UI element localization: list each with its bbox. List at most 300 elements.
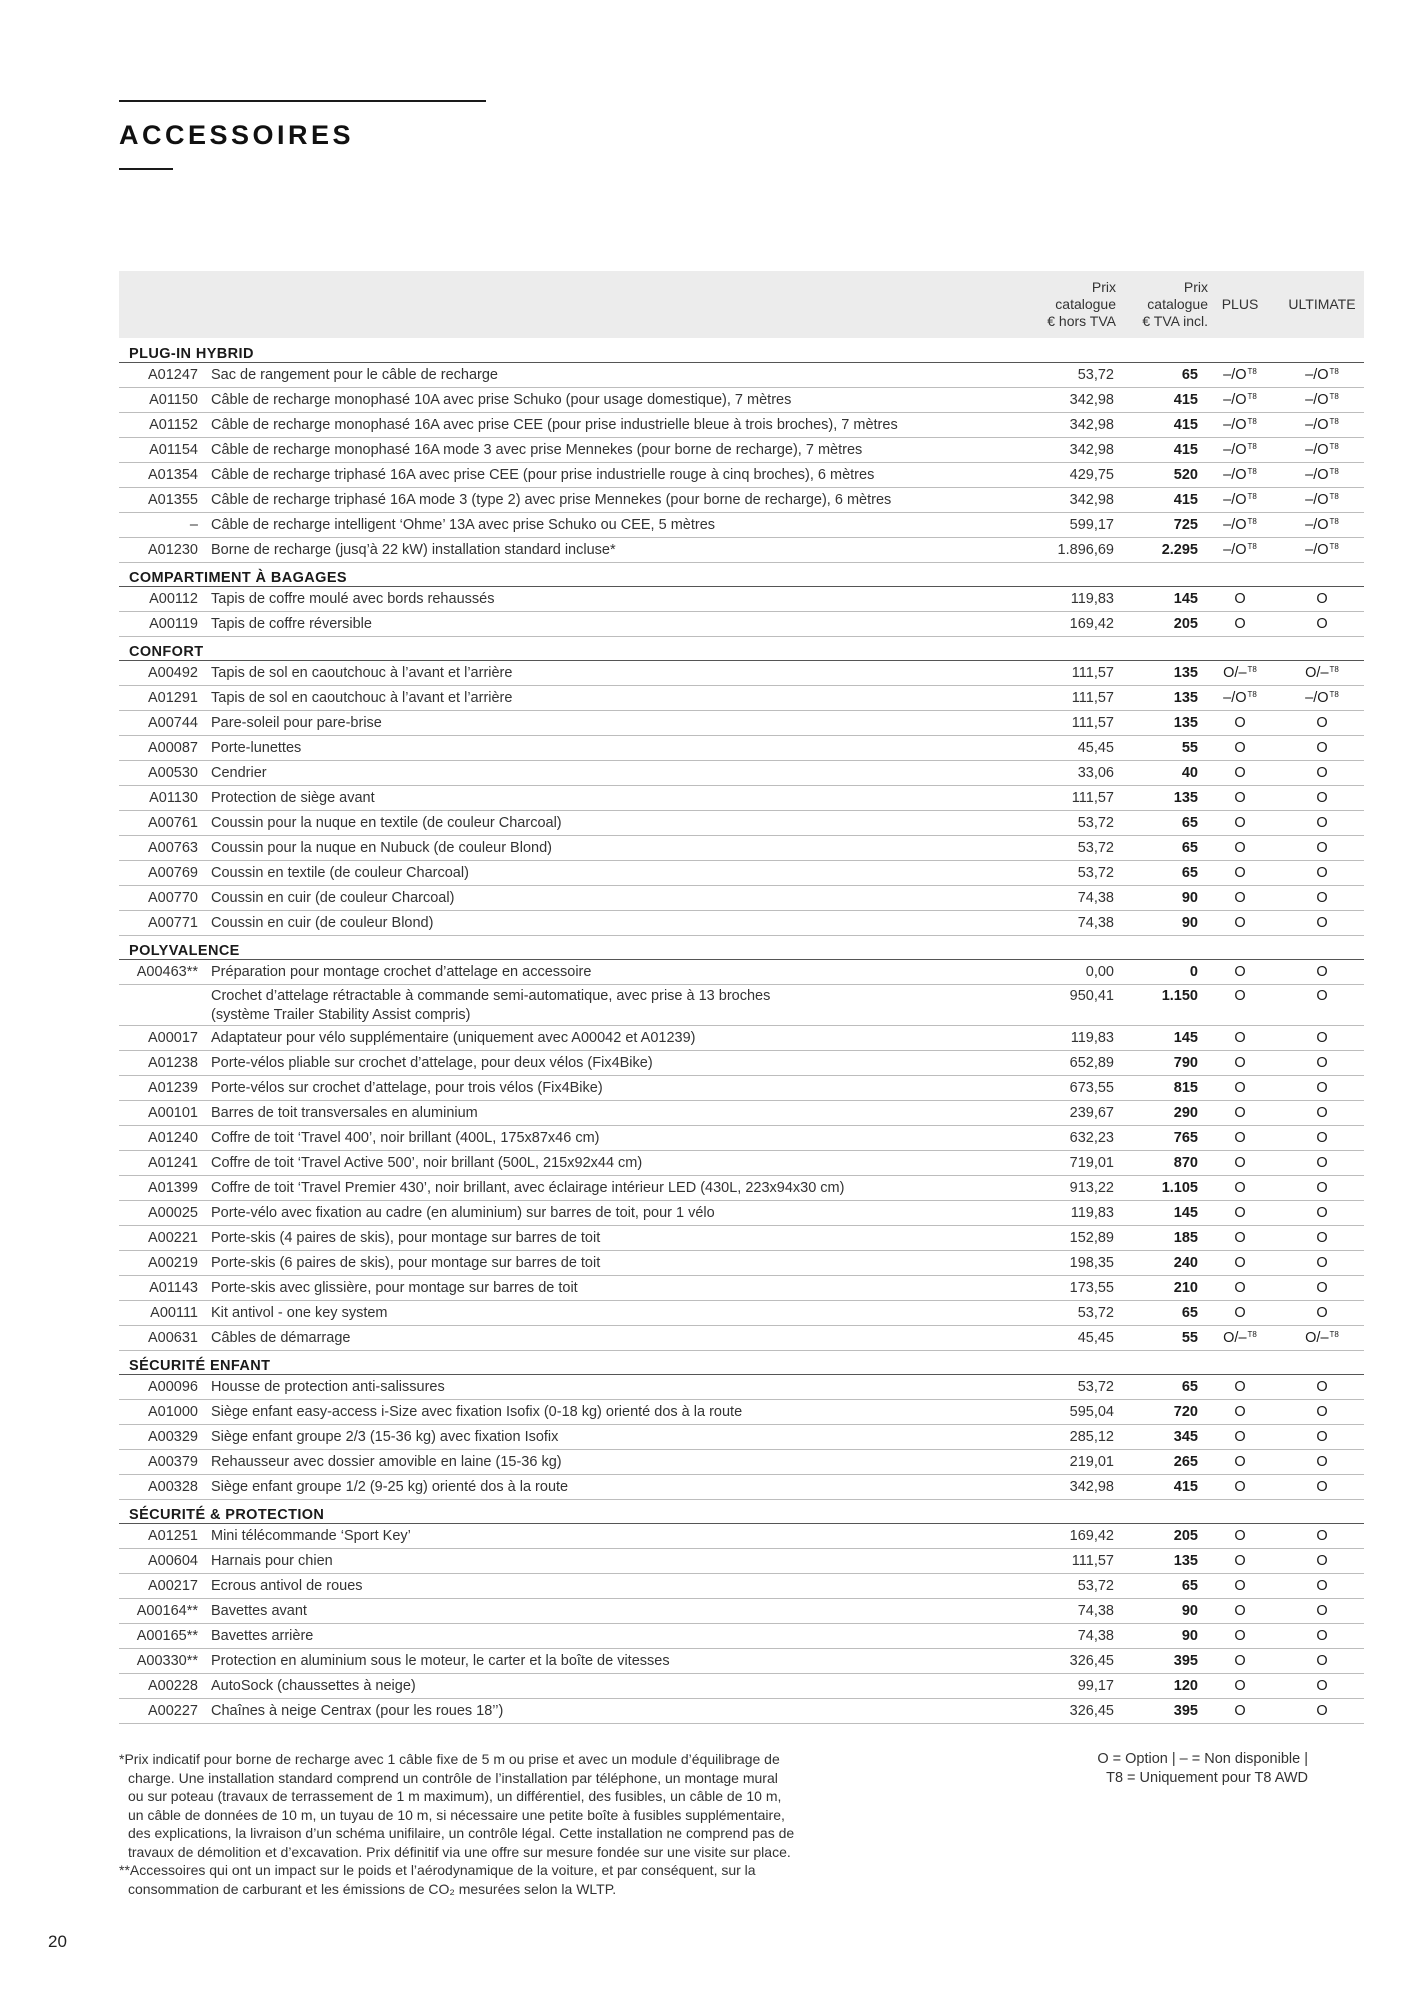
availability-note: T8 [1247, 416, 1257, 426]
availability-value: O [1316, 1204, 1328, 1221]
price-excl-vat: 169,42 [1039, 611, 1124, 636]
price-excl-vat: 53,72 [1039, 835, 1124, 860]
availability-value: O [1316, 1702, 1328, 1719]
availability-value: O [1316, 1304, 1328, 1321]
item-code: A00017 [119, 1025, 209, 1050]
item-description-line: Bavettes arrière [211, 1627, 314, 1644]
accessories-table [119, 271, 1364, 1724]
availability-plus [1212, 1399, 1268, 1424]
availability-value: O [1316, 1229, 1328, 1246]
item-description [209, 1648, 1039, 1673]
item-code: A01230 [119, 537, 209, 562]
item-description [209, 412, 1039, 437]
item-code: A00112 [119, 586, 209, 611]
availability-value: O [1316, 789, 1328, 806]
availability-ultimate [1268, 1399, 1364, 1424]
item-description-line: Siège enfant easy-access i-Size avec fixation Isofix (0-18 kg) orienté dos à la route [211, 1403, 743, 1420]
item-description [209, 487, 1039, 512]
section-title: COMPARTIMENT À BAGAGES [119, 562, 1364, 586]
item-description [209, 710, 1039, 735]
item-description-line: Rehausseur avec dossier amovible en laine (15-36 kg) [211, 1453, 562, 1470]
table-row [119, 1673, 1364, 1698]
availability-ultimate [1268, 412, 1364, 437]
price-incl-vat: 720 [1124, 1399, 1212, 1424]
price-excl-vat: 1.896,69 [1039, 537, 1124, 562]
item-description-line: Préparation pour montage crochet d’attelage en accessoire [211, 963, 592, 980]
item-code: A00219 [119, 1250, 209, 1275]
table-row [119, 1125, 1364, 1150]
item-description [209, 1075, 1039, 1100]
table-row [119, 735, 1364, 760]
item-description-line: Ecrous antivol de roues [211, 1577, 363, 1594]
price-incl-vat: 395 [1124, 1648, 1212, 1673]
availability-value: O [1316, 714, 1328, 731]
table-row [119, 1424, 1364, 1449]
price-excl-vat: 342,98 [1039, 387, 1124, 412]
item-code: A01130 [119, 785, 209, 810]
availability-value: O [1234, 764, 1246, 781]
price-incl-vat: 65 [1124, 1300, 1212, 1325]
table-row [119, 611, 1364, 636]
availability-plus [1212, 1673, 1268, 1698]
availability-value: O [1234, 1029, 1246, 1046]
table-row [119, 1325, 1364, 1350]
availability-plus [1212, 1150, 1268, 1175]
table-row [119, 785, 1364, 810]
item-description [209, 1698, 1039, 1723]
item-description-line: Bavettes avant [211, 1602, 307, 1619]
item-description-line: Protection de siège avant [211, 789, 375, 806]
availability-value: O [1316, 1179, 1328, 1196]
availability-plus [1212, 735, 1268, 760]
header-plus: PLUS [1221, 296, 1259, 312]
availability-value: –/O [1223, 416, 1247, 433]
item-description [209, 362, 1039, 387]
item-description-line: Sac de rangement pour le câble de recharge [211, 366, 498, 383]
availability-note: T8 [1247, 664, 1257, 674]
availability-ultimate [1268, 437, 1364, 462]
price-incl-vat: 65 [1124, 810, 1212, 835]
item-description [209, 1150, 1039, 1175]
item-description [209, 685, 1039, 710]
price-excl-vat: 53,72 [1039, 860, 1124, 885]
price-excl-vat: 74,38 [1039, 1598, 1124, 1623]
availability-plus [1212, 412, 1268, 437]
item-code: A01000 [119, 1399, 209, 1424]
availability-ultimate [1268, 1673, 1364, 1698]
item-code: A00087 [119, 735, 209, 760]
availability-note: T8 [1247, 391, 1257, 401]
item-description-line: Mini télécommande ‘Sport Key’ [211, 1527, 411, 1544]
availability-plus [1212, 785, 1268, 810]
price-incl-vat: 145 [1124, 1200, 1212, 1225]
availability-value: O [1234, 1403, 1246, 1420]
availability-value: O [1234, 714, 1246, 731]
price-incl-vat: 210 [1124, 1275, 1212, 1300]
item-description-line: Tapis de coffre réversible [211, 615, 372, 632]
availability-value: O [1316, 1527, 1328, 1544]
availability-plus [1212, 885, 1268, 910]
item-code: A00330** [119, 1648, 209, 1673]
item-code: A00111 [119, 1300, 209, 1325]
section-header [119, 338, 1364, 362]
availability-ultimate [1268, 1075, 1364, 1100]
availability-ultimate [1268, 387, 1364, 412]
availability-value: O [1316, 1552, 1328, 1569]
price-incl-vat: 135 [1124, 1548, 1212, 1573]
availability-note: T8 [1247, 441, 1257, 451]
item-code: A00763 [119, 835, 209, 860]
item-description [209, 1050, 1039, 1075]
price-excl-vat: 53,72 [1039, 1300, 1124, 1325]
availability-value: O [1316, 1104, 1328, 1121]
availability-value: –/O [1223, 366, 1247, 383]
price-incl-vat: 205 [1124, 1523, 1212, 1548]
price-excl-vat: 632,23 [1039, 1125, 1124, 1150]
price-incl-vat: 55 [1124, 1325, 1212, 1350]
item-code: A00221 [119, 1225, 209, 1250]
availability-value: O [1316, 1627, 1328, 1644]
availability-value: O [1234, 1054, 1246, 1071]
item-description [209, 1673, 1039, 1698]
availability-note: T8 [1247, 516, 1257, 526]
availability-value: O [1234, 1154, 1246, 1171]
price-incl-vat: 790 [1124, 1050, 1212, 1075]
availability-value: O [1234, 1179, 1246, 1196]
price-incl-vat: 145 [1124, 1025, 1212, 1050]
price-excl-vat: 152,89 [1039, 1225, 1124, 1250]
availability-value: O [1316, 1403, 1328, 1420]
availability-value: –/O [1223, 516, 1247, 533]
section-header [119, 935, 1364, 959]
header-price-incl-vat-line2: € TVA incl. [1142, 313, 1208, 329]
table-row [119, 412, 1364, 437]
item-code: – [119, 512, 209, 537]
availability-value: O [1316, 1677, 1328, 1694]
availability-value: –/O [1305, 366, 1329, 383]
availability-value: O/– [1305, 1329, 1329, 1346]
item-code: A01240 [119, 1125, 209, 1150]
availability-note: T8 [1247, 541, 1257, 551]
footnote-line: ou sur poteau (travaux de terrassement de 1 m maximum), un différentiel, des fusibles, un câble de 10 m, [128, 1788, 782, 1804]
table-row [119, 1548, 1364, 1573]
availability-value: O [1316, 1154, 1328, 1171]
page-title: ACCESSOIRES [119, 120, 355, 150]
price-incl-vat: 65 [1124, 362, 1212, 387]
availability-value: O [1234, 814, 1246, 831]
price-excl-vat: 74,38 [1039, 1623, 1124, 1648]
item-description [209, 387, 1039, 412]
availability-value: O [1316, 1279, 1328, 1296]
item-description-line: Câble de recharge monophasé 10A avec prise Schuko (pour usage domestique), 7 mètres [211, 391, 792, 408]
item-code: A00769 [119, 860, 209, 885]
footnote-line: des explications, la livraison d’un schéma unifilaire, un contrôle légal. Cette installation ne comprend pas de [128, 1825, 795, 1841]
availability-value: O [1234, 1453, 1246, 1470]
availability-plus [1212, 1648, 1268, 1673]
table-row [119, 959, 1364, 984]
item-code: A01247 [119, 362, 209, 387]
price-excl-vat: 198,35 [1039, 1250, 1124, 1275]
table-row [119, 1200, 1364, 1225]
table-row [119, 1175, 1364, 1200]
availability-plus [1212, 1374, 1268, 1399]
item-description [209, 537, 1039, 562]
table-row [119, 984, 1364, 1025]
item-code: A01399 [119, 1175, 209, 1200]
price-excl-vat: 99,17 [1039, 1673, 1124, 1698]
price-incl-vat: 145 [1124, 586, 1212, 611]
item-description-line: Câble de recharge triphasé 16A mode 3 (type 2) avec prise Mennekes (pour borne de recharge), 6 mètres [211, 491, 892, 508]
price-excl-vat: 599,17 [1039, 512, 1124, 537]
table-row [119, 362, 1364, 387]
availability-note: T8 [1329, 366, 1339, 376]
price-incl-vat: 1.105 [1124, 1175, 1212, 1200]
item-code: A01150 [119, 387, 209, 412]
item-code: A00379 [119, 1449, 209, 1474]
item-description [209, 611, 1039, 636]
availability-value: O [1234, 739, 1246, 756]
price-excl-vat: 111,57 [1039, 660, 1124, 685]
availability-value: O [1234, 615, 1246, 632]
item-description-line: Protection en aluminium sous le moteur, le carter et la boîte de vitesses [211, 1652, 670, 1669]
price-excl-vat: 111,57 [1039, 710, 1124, 735]
availability-value: O [1234, 789, 1246, 806]
availability-plus [1212, 984, 1268, 1025]
item-code: A01241 [119, 1150, 209, 1175]
availability-plus [1212, 1050, 1268, 1075]
availability-value: O [1316, 1054, 1328, 1071]
availability-ultimate [1268, 1474, 1364, 1499]
table-row [119, 760, 1364, 785]
price-excl-vat: 652,89 [1039, 1050, 1124, 1075]
item-description [209, 1573, 1039, 1598]
price-excl-vat: 219,01 [1039, 1449, 1124, 1474]
table-row [119, 1300, 1364, 1325]
price-excl-vat: 119,83 [1039, 1200, 1124, 1225]
availability-value: O [1316, 914, 1328, 931]
table-row [119, 1100, 1364, 1125]
availability-value: O [1234, 1079, 1246, 1096]
availability-value: O [1316, 615, 1328, 632]
item-code: A00228 [119, 1673, 209, 1698]
title-underline [119, 168, 173, 170]
availability-note: T8 [1329, 416, 1339, 426]
price-incl-vat: 120 [1124, 1673, 1212, 1698]
table-row [119, 1648, 1364, 1673]
item-description [209, 760, 1039, 785]
availability-value: O [1234, 1104, 1246, 1121]
availability-value: O [1234, 1527, 1246, 1544]
table-row [119, 885, 1364, 910]
section-header [119, 1499, 1364, 1523]
availability-plus [1212, 685, 1268, 710]
item-description-line: Câbles de démarrage [211, 1329, 351, 1346]
item-description-line: Barres de toit transversales en aluminium [211, 1104, 478, 1121]
availability-ultimate [1268, 1523, 1364, 1548]
availability-value: –/O [1223, 441, 1247, 458]
availability-value: O [1316, 1029, 1328, 1046]
availability-ultimate [1268, 1100, 1364, 1125]
availability-plus [1212, 860, 1268, 885]
item-code: A00025 [119, 1200, 209, 1225]
availability-value: O [1234, 1577, 1246, 1594]
price-incl-vat: 345 [1124, 1424, 1212, 1449]
availability-note: T8 [1247, 466, 1257, 476]
footnote-line: *Prix indicatif pour borne de recharge avec 1 câble fixe de 5 m ou prise et avec un module d’équilibrage de [119, 1751, 780, 1767]
price-excl-vat: 342,98 [1039, 412, 1124, 437]
item-description [209, 1275, 1039, 1300]
price-excl-vat: 53,72 [1039, 810, 1124, 835]
price-incl-vat: 185 [1124, 1225, 1212, 1250]
table-row [119, 1573, 1364, 1598]
availability-plus [1212, 437, 1268, 462]
price-incl-vat: 90 [1124, 885, 1212, 910]
item-description-line: Tapis de coffre moulé avec bords rehaussés [211, 590, 495, 607]
item-description [209, 660, 1039, 685]
table-row [119, 1250, 1364, 1275]
availability-plus [1212, 1573, 1268, 1598]
item-description [209, 1424, 1039, 1449]
item-description [209, 1175, 1039, 1200]
item-description [209, 1200, 1039, 1225]
table-row [119, 487, 1364, 512]
availability-plus [1212, 1424, 1268, 1449]
item-description [209, 1300, 1039, 1325]
availability-note: T8 [1329, 441, 1339, 451]
table-row [119, 1050, 1364, 1075]
item-description-line: Cendrier [211, 764, 267, 781]
table-row [119, 586, 1364, 611]
availability-ultimate [1268, 1050, 1364, 1075]
table-header [119, 271, 1364, 338]
item-description-line: Coffre de toit ‘Travel Premier 430’, noir brillant, avec éclairage intérieur LED (430L, 223x94x30 cm) [211, 1179, 845, 1196]
table-row [119, 1025, 1364, 1050]
header-description [209, 271, 1039, 338]
price-excl-vat: 173,55 [1039, 1275, 1124, 1300]
price-excl-vat: 429,75 [1039, 462, 1124, 487]
price-excl-vat: 169,42 [1039, 1523, 1124, 1548]
item-code: A00328 [119, 1474, 209, 1499]
item-description-line: Câble de recharge monophasé 16A mode 3 avec prise Mennekes (pour borne de recharge), 7 mètres [211, 441, 863, 458]
availability-note: T8 [1329, 516, 1339, 526]
price-excl-vat: 53,72 [1039, 362, 1124, 387]
price-incl-vat: 765 [1124, 1125, 1212, 1150]
availability-plus [1212, 1449, 1268, 1474]
item-description-line: Coussin en textile (de couleur Charcoal) [211, 864, 469, 881]
availability-ultimate [1268, 1150, 1364, 1175]
availability-ultimate [1268, 959, 1364, 984]
header-price-excl-vat-line1: Prix catalogue [1055, 279, 1116, 312]
item-description-line: Coussin pour la nuque en Nubuck (de couleur Blond) [211, 839, 552, 856]
availability-value: O [1234, 1229, 1246, 1246]
item-description [209, 1548, 1039, 1573]
availability-value: O [1234, 1552, 1246, 1569]
availability-plus [1212, 462, 1268, 487]
item-code: A00227 [119, 1698, 209, 1723]
item-description [209, 1474, 1039, 1499]
item-description [209, 1125, 1039, 1150]
availability-note: T8 [1329, 491, 1339, 501]
price-incl-vat: 870 [1124, 1150, 1212, 1175]
availability-value: O [1316, 864, 1328, 881]
item-code: A00119 [119, 611, 209, 636]
availability-value: –/O [1305, 416, 1329, 433]
price-excl-vat: 285,12 [1039, 1424, 1124, 1449]
availability-ultimate [1268, 835, 1364, 860]
availability-ultimate [1268, 462, 1364, 487]
item-description-line: Tapis de sol en caoutchouc à l’avant et l’arrière [211, 664, 513, 681]
availability-value: O [1316, 764, 1328, 781]
availability-ultimate [1268, 1125, 1364, 1150]
item-description-line: Câble de recharge monophasé 16A avec prise CEE (pour prise industrielle bleue à trois broches), 7 mètres [211, 416, 898, 433]
header-ultimate: ULTIMATE [1288, 296, 1356, 312]
item-description [209, 1100, 1039, 1125]
item-description-line: AutoSock (chaussettes à neige) [211, 1677, 416, 1694]
availability-ultimate [1268, 537, 1364, 562]
price-incl-vat: 415 [1124, 412, 1212, 437]
availability-note: T8 [1329, 541, 1339, 551]
item-description-line: Porte-skis avec glissière, pour montage sur barres de toit [211, 1279, 578, 1296]
table-row [119, 1275, 1364, 1300]
availability-value: –/O [1305, 391, 1329, 408]
table-row [119, 462, 1364, 487]
price-excl-vat: 119,83 [1039, 586, 1124, 611]
price-incl-vat: 65 [1124, 860, 1212, 885]
availability-ultimate [1268, 1449, 1364, 1474]
availability-value: O [1316, 1378, 1328, 1395]
item-description [209, 462, 1039, 487]
availability-value: –/O [1223, 391, 1247, 408]
section-title: POLYVALENCE [119, 935, 1364, 959]
availability-ultimate [1268, 810, 1364, 835]
availability-value: O [1234, 963, 1246, 980]
table-row [119, 660, 1364, 685]
item-code: A00463** [119, 959, 209, 984]
footnote-line: travaux de démolition et d’excavation. Prix définitif via une offre sur mesure fondée sur une visite sur place. [128, 1843, 791, 1860]
header-price-excl-vat [1039, 271, 1124, 338]
item-description-line: Câble de recharge triphasé 16A avec prise CEE (pour prise industrielle rouge à cinq broches), 6 mètres [211, 466, 875, 483]
item-description [209, 984, 1039, 1025]
availability-plus [1212, 362, 1268, 387]
availability-ultimate [1268, 1025, 1364, 1050]
item-description-line: Kit antivol - one key system [211, 1304, 388, 1321]
price-excl-vat: 53,72 [1039, 1573, 1124, 1598]
table-row [119, 1374, 1364, 1399]
availability-note: T8 [1329, 466, 1339, 476]
item-description-line: Coussin en cuir (de couleur Charcoal) [211, 889, 455, 906]
item-description [209, 512, 1039, 537]
price-incl-vat: 815 [1124, 1075, 1212, 1100]
price-incl-vat: 65 [1124, 835, 1212, 860]
header-price-excl-vat-line2: € hors TVA [1047, 313, 1116, 329]
availability-value: O [1234, 1254, 1246, 1271]
availability-plus [1212, 1325, 1268, 1350]
availability-note: T8 [1329, 391, 1339, 401]
item-code: A00631 [119, 1325, 209, 1350]
availability-value: O/– [1305, 664, 1329, 681]
footnote-line: un câble de données de 10 m, un tuyau de 10 m, si nécessaire une petite boîte à fusibles supplémentaire, [128, 1806, 785, 1823]
table-row [119, 810, 1364, 835]
availability-ultimate [1268, 1598, 1364, 1623]
price-incl-vat: 90 [1124, 1598, 1212, 1623]
availability-value: O [1234, 1129, 1246, 1146]
price-excl-vat: 111,57 [1039, 785, 1124, 810]
item-description-line: Housse de protection anti-salissures [211, 1378, 445, 1395]
table-row [119, 1225, 1364, 1250]
item-description [209, 959, 1039, 984]
price-excl-vat: 913,22 [1039, 1175, 1124, 1200]
price-incl-vat: 415 [1124, 437, 1212, 462]
